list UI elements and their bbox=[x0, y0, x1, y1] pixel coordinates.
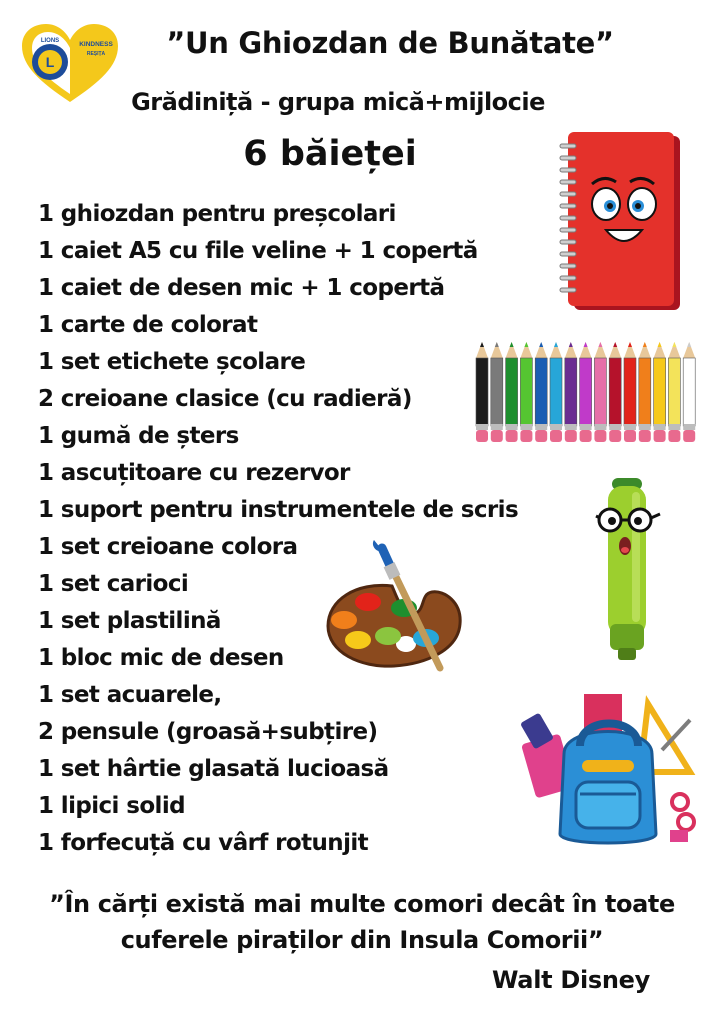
pencil-icon bbox=[609, 342, 621, 442]
list-item: 1 set hârtie glasată lucioasă bbox=[38, 756, 389, 782]
logo-place-text: REȘIȚA bbox=[86, 51, 106, 57]
group-heading: 6 băieței bbox=[243, 134, 417, 174]
list-item: 1 set carioci bbox=[38, 571, 189, 597]
pencil-icon bbox=[594, 342, 606, 442]
pencil-icon bbox=[580, 342, 592, 442]
lions-emblem-letter: L bbox=[45, 54, 55, 70]
quote-line: cuferele piraților din Insula Comorii” bbox=[120, 926, 604, 954]
pencil-icon bbox=[565, 342, 577, 442]
pencil-icon bbox=[639, 342, 651, 442]
paint-blob bbox=[331, 611, 357, 629]
pencil-icon bbox=[668, 342, 680, 442]
list-item: 1 ascuțitoare cu rezervor bbox=[38, 460, 350, 486]
list-item: 1 carte de colorat bbox=[38, 312, 258, 338]
notebook-face-icon bbox=[556, 130, 686, 315]
pencil-icon bbox=[535, 342, 547, 442]
paint-blob bbox=[355, 593, 381, 611]
list-item: 1 set creioane colora bbox=[38, 534, 298, 560]
list-item: 1 set plastilină bbox=[38, 608, 221, 634]
list-item: 2 pensule (groasă+subțire) bbox=[38, 719, 378, 745]
paint-blob bbox=[345, 631, 371, 649]
list-item: 2 creioane clasice (cu radieră) bbox=[38, 386, 412, 412]
list-item: 1 suport pentru instrumentele de scris bbox=[38, 497, 519, 523]
pencil-icon bbox=[476, 342, 488, 442]
paint-palette-icon bbox=[322, 540, 466, 678]
list-item: 1 lipici solid bbox=[38, 793, 185, 819]
list-item: 1 caiet de desen mic + 1 copertă bbox=[38, 275, 445, 301]
page-subtitle: Grădiniță - grupa mică+mijlocie bbox=[131, 88, 545, 116]
list-item: 1 gumă de șters bbox=[38, 423, 239, 449]
page-title: ”Un Ghiozdan de Bunătate” bbox=[166, 26, 614, 60]
quote-line: ”În cărți există mai multe comori decât în toate bbox=[49, 890, 675, 918]
list-item: 1 set etichete școlare bbox=[38, 349, 306, 375]
pencil-icon bbox=[624, 342, 636, 442]
pencil-icon bbox=[520, 342, 532, 442]
colored-pencils-icon bbox=[474, 342, 700, 444]
quote-author: Walt Disney bbox=[491, 966, 650, 994]
pencil-icon bbox=[683, 342, 695, 442]
pencil-icon bbox=[506, 342, 518, 442]
logo-club-text: LIONS bbox=[40, 38, 60, 44]
list-item: 1 bloc mic de desen bbox=[38, 645, 284, 671]
pencil-icon bbox=[654, 342, 666, 442]
pencil-icon bbox=[550, 342, 562, 442]
list-item: 1 caiet A5 cu file veline + 1 copertă bbox=[38, 238, 478, 264]
list-item: 1 ghiozdan pentru preșcolari bbox=[38, 201, 396, 227]
quote-block bbox=[20, 886, 704, 958]
pencil-icon bbox=[491, 342, 503, 442]
highlighter-glasses-icon bbox=[592, 474, 664, 664]
school-backpack-icon bbox=[520, 690, 700, 856]
list-item: 1 forfecuță cu vârf rotunjit bbox=[38, 830, 369, 856]
paint-blob bbox=[375, 627, 401, 645]
list-item: 1 set acuarele, bbox=[38, 682, 222, 708]
supply-list bbox=[38, 196, 518, 862]
logo-tag-text: KINDNESS bbox=[79, 41, 113, 48]
